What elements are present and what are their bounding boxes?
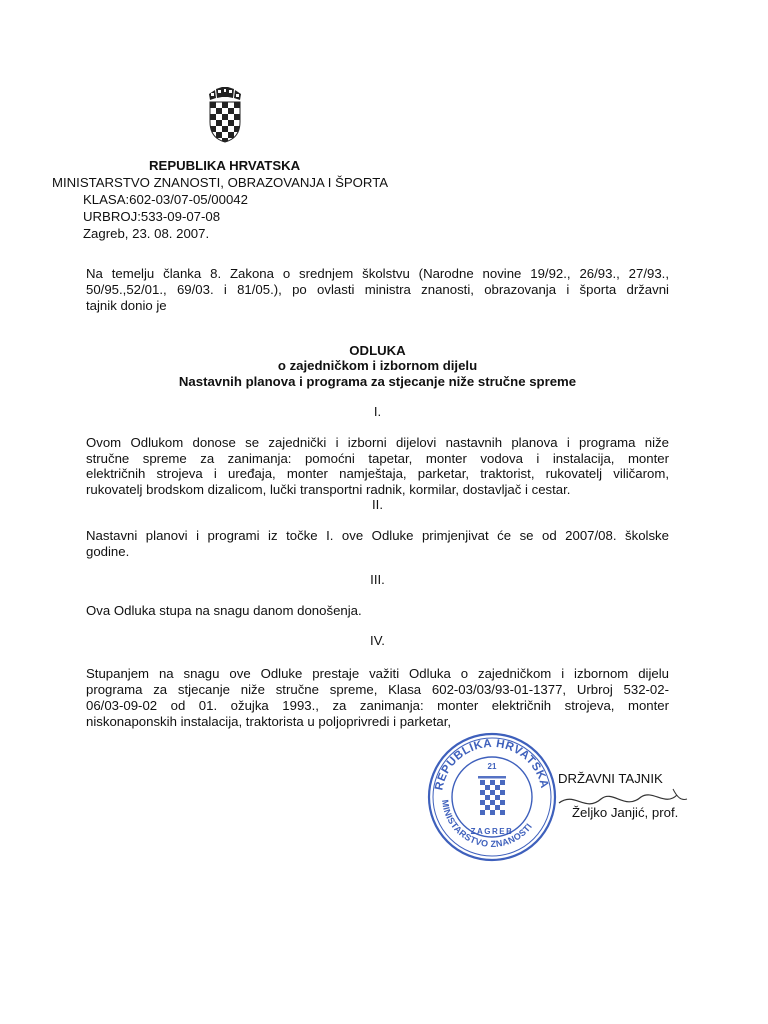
section-line: Ova Odluka stupa na snagu danom donošenja. (86, 603, 362, 618)
decision-title: ODLUKA (349, 343, 406, 358)
section-numeral: III. (370, 572, 385, 587)
intro-line: Na temelju članka 8. Zakona o srednjem školstvu (Narodne novine 19/92., 26/93., 27/93., (86, 266, 669, 281)
signatory-title: DRŽAVNI TAJNIK (558, 771, 663, 786)
section-line: Stupanjem na snagu ove Odluke prestaje važiti Odluka o zajedničkom i izbornom dijelu (86, 666, 669, 681)
place-date: Zagreb, 23. 08. 2007. (83, 226, 210, 241)
decision-subtitle: o zajedničkom i izbornom dijelu (277, 358, 478, 373)
section-line: programa za stjecanje niže stručne spreme, Klasa 602-03/03/93-01-1377, Urbroj 532-02- (86, 682, 669, 697)
country-name: REPUBLIKA HRVATSKA (149, 158, 301, 173)
ministry-name: MINISTARSTVO ZNANOSTI, OBRAZOVANJA I ŠPORTA (52, 175, 389, 190)
section-line: rukovatelj brodskom dizalicom, lučki transportni radnik, kormilar, dostavljač i cestar. (86, 482, 571, 497)
section-line: 06/03-09-02 od 01. ožujka 1993., za zanimanja: monter električnih strojeva, monter (86, 698, 669, 713)
section-line: električnih strojeva i uređaja, monter namještaja, parketar, traktorist, rukovatelj viličarom, (86, 466, 669, 481)
seal-number: 21 (487, 762, 497, 771)
decision-subtitle: Nastavnih planova i programa za stjecanje niže stručne spreme (178, 374, 577, 389)
section-numeral: IV. (370, 633, 385, 648)
section-line: godine. (86, 544, 130, 559)
intro-line: 50/95.,52/01., 69/03. i 81/05.), po ovlasti ministra znanosti, obrazovanja i športa državni (86, 282, 669, 297)
klasa-number: KLASA:602-03/07-05/00042 (83, 192, 248, 207)
section-line: Ovom Odlukom donose se zajednički i izborni dijelovi nastavnih planova i programa niže (86, 435, 669, 450)
urbroj-number: URBROJ:533-09-07-08 (83, 209, 221, 224)
section-numeral: II. (372, 497, 383, 512)
intro-line: tajnik donio je (86, 298, 167, 313)
signatory-name: Željko Janjić, prof. (572, 805, 679, 820)
svg-text:REPUBLIKA HRVATSKA: REPUBLIKA HRVATSKA (433, 737, 551, 792)
section-numeral: I. (373, 404, 382, 419)
official-seal (425, 730, 559, 864)
section-line: Nastavni planovi i programi iz točke I. ove Odluke primjenjivat će se od 2007/08. školske (86, 528, 669, 543)
svg-text:MINISTARSTVO ZNANOSTI: MINISTARSTVO ZNANOSTI (439, 798, 535, 850)
section-line: niskonaponskih instalacija, traktorista u poljoprivredi i parketar, (86, 714, 452, 729)
coat-of-arms-icon (207, 84, 243, 144)
seal-city: ZAGREB (470, 827, 514, 836)
section-line: stručne spreme za zanimanja: pomoćni tapetar, monter vodova i instalacija, monter (86, 451, 669, 466)
